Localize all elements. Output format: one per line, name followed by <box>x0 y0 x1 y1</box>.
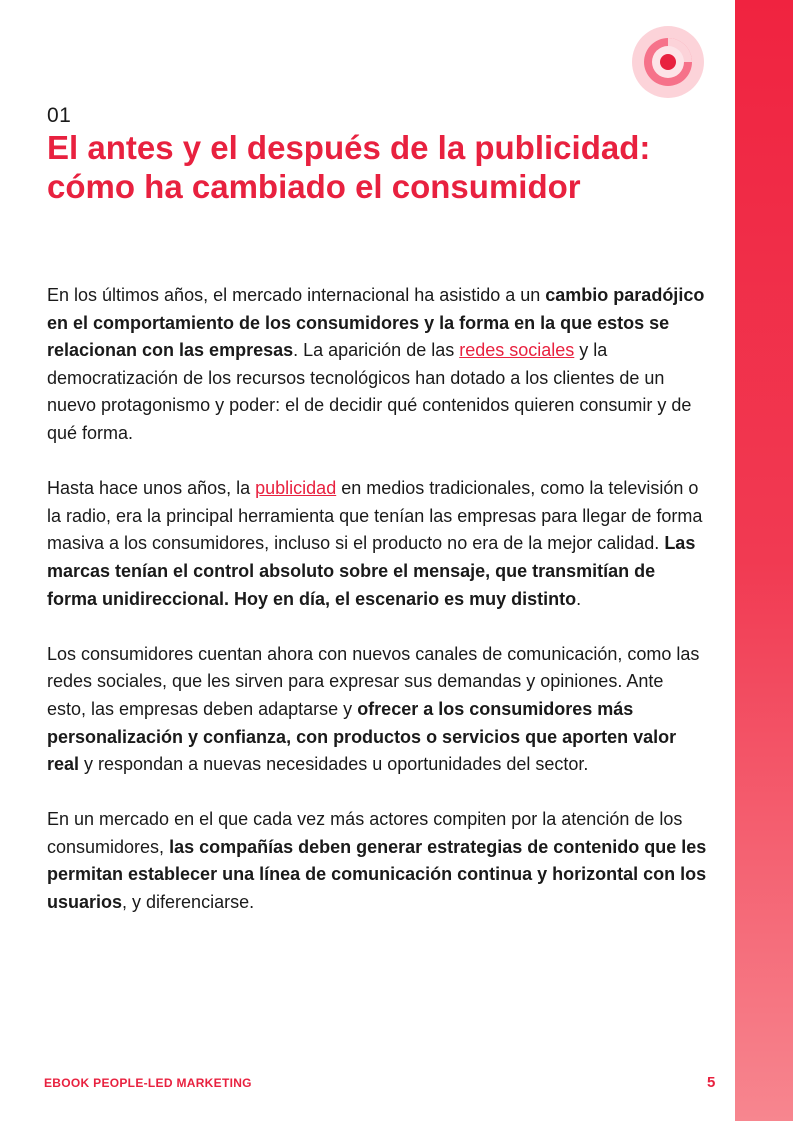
paragraph-text: y la democratización de los recursos tecnológicos han dotado a los clientes de un nuevo protagonismo y poder: el de decidir qué contenidos quieren consumir y de qué forma. <box>47 340 692 443</box>
redes-sociales-link[interactable]: redes sociales <box>459 340 575 361</box>
page-number: 5 <box>707 1074 716 1091</box>
paragraph-text: Los consumidores cuentan ahora con nuevos canales de comunicación, como las redes sociales, que les sirven para expresar sus demandas y opiniones. Ante esto, las empresas deben adaptarse y <box>47 643 700 719</box>
bold-text: ofrecer a los consumidores más personalización y confianza, con productos o servicios que aporten valor real <box>47 698 677 775</box>
paragraph-text: en medios tradicionales, como la televisión o la radio, era la principal herramienta que tenían las empresas para llegar de forma masiva a los consumidores, incluso si el producto no era de la mejor calidad. <box>47 478 703 554</box>
bold-text: cambio paradójico en el comportamiento de los consumidores y la forma en la que estos se relacionan con las empresas <box>47 285 705 361</box>
paragraph-text: Hasta hace unos años, la <box>47 478 256 499</box>
footer-title: EBOOK PEOPLE-LED MARKETING <box>44 1076 252 1090</box>
paragraph-text: y respondan a nuevas necesidades u oportunidades del sector. <box>79 754 589 775</box>
paragraph-3 <box>47 641 707 779</box>
bold-text: las compañías deben generar estrategias de contenido que les permitan establecer una línea de comunicación continua y horizontal con los usuarios <box>47 836 707 913</box>
page-title: El antes y el después de la publicidad: cómo ha cambiado el consumidor <box>47 129 651 205</box>
paragraph-2 <box>47 475 707 613</box>
paragraph-1 <box>47 282 707 448</box>
paragraph-text: . <box>576 588 582 609</box>
section-number: 01 <box>47 104 72 127</box>
paragraph-text: . La aparición de las <box>293 340 460 361</box>
publicidad-link[interactable]: publicidad <box>255 478 337 499</box>
paragraph-text: , y diferenciarse. <box>122 892 255 913</box>
article-body <box>47 282 707 944</box>
paragraph-4 <box>47 806 707 916</box>
target-logo-icon <box>632 26 704 98</box>
side-accent-bar <box>735 0 793 1121</box>
bold-text: Las marcas tenían el control absoluto sobre el mensaje, que transmitían de forma unidireccional. Hoy en día, el escenario es muy distinto <box>47 533 696 609</box>
paragraph-text: En los últimos años, el mercado internacional ha asistido a un <box>47 285 546 305</box>
paragraph-text: En un mercado en el que cada vez más actores compiten por la atención de los consumidores, <box>47 809 683 857</box>
